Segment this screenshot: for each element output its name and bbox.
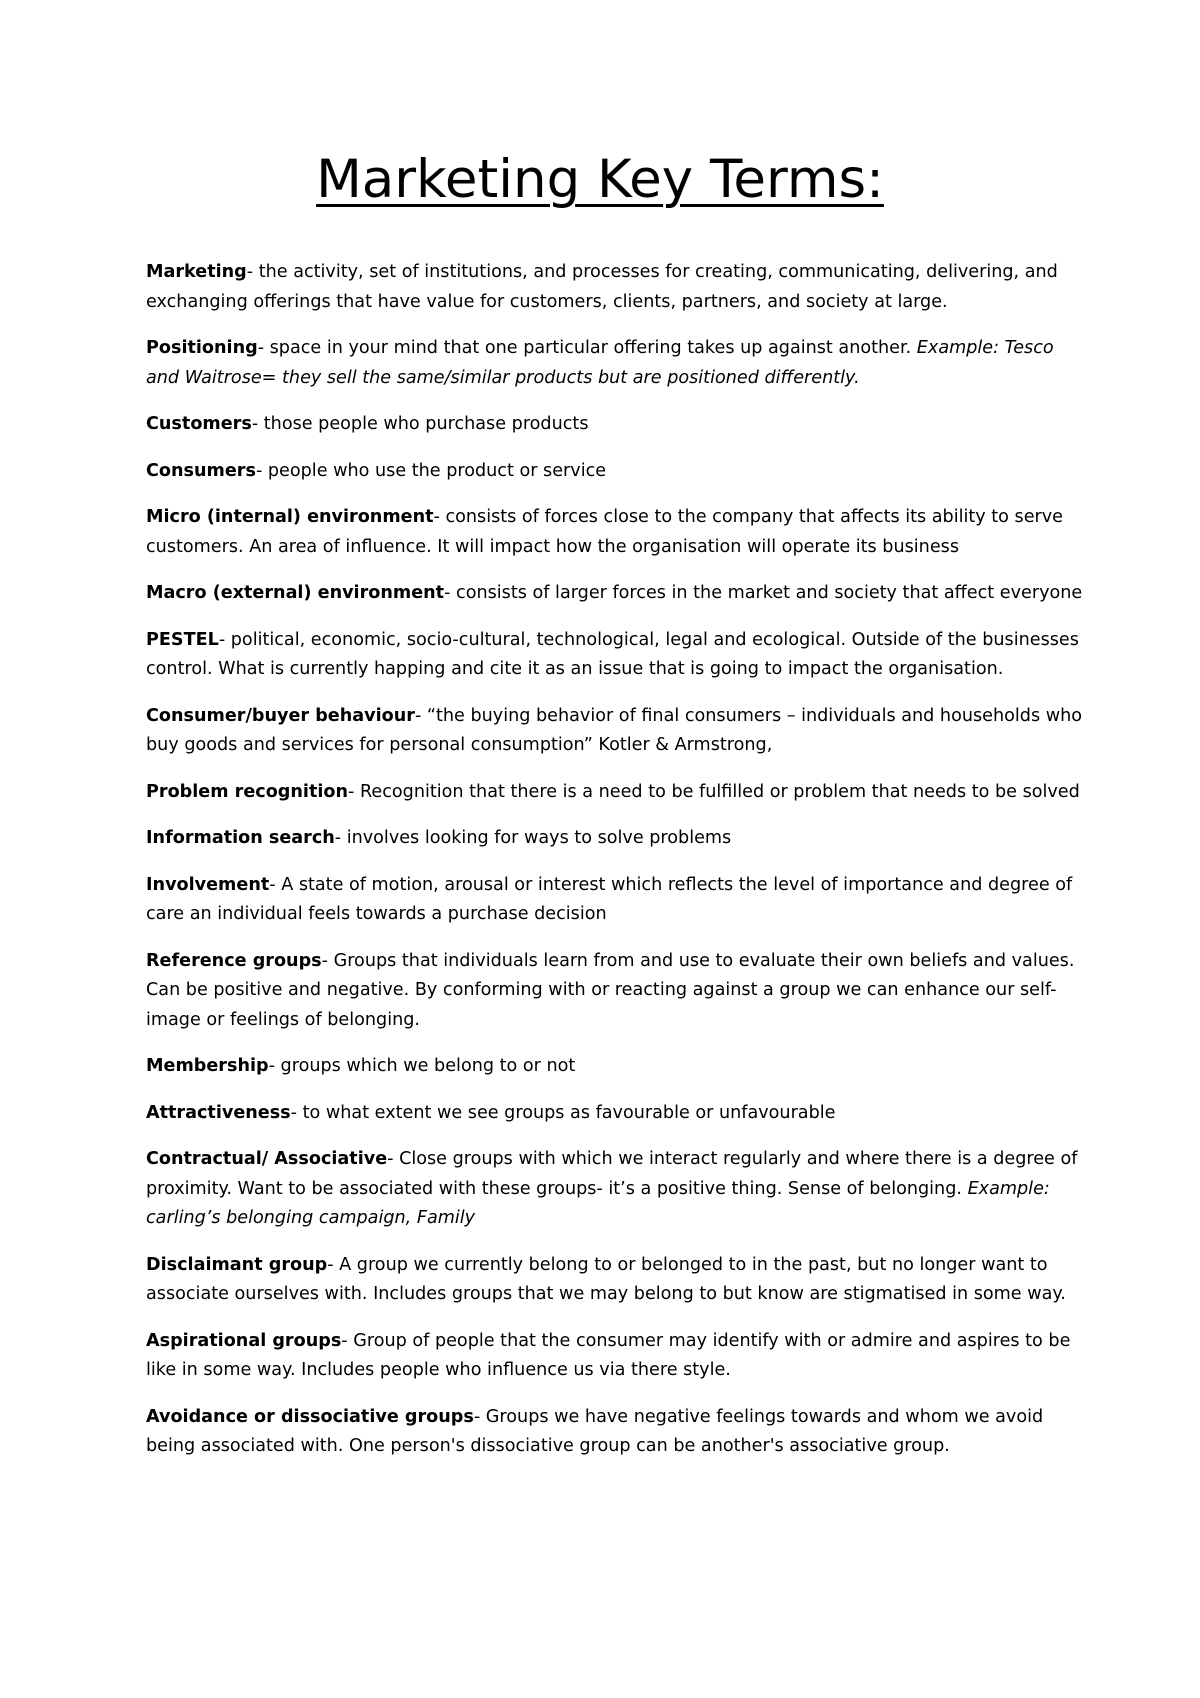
term-marketing [146, 258, 1086, 317]
term-disclaimant-group [146, 1251, 1086, 1310]
term-example: Example: Tesco and Waitrose= they sell the same/similar products but are positioned differently. [146, 338, 1054, 388]
term-aspirational-groups [146, 1327, 1086, 1386]
term-definition: - A state of motion, arousal or interest which reflects the level of importance and degree of care an individual feels towards a purchase decision [146, 874, 1073, 924]
term-macro-environment [146, 579, 1086, 609]
term-information-search [146, 824, 1086, 854]
term-definition: - “the buying behavior of final consumers – individuals and households who buy goods and services for personal consumption” Kotler & Armstrong, [146, 705, 1083, 755]
term-involvement [146, 871, 1086, 930]
term-definition: - consists of larger forces in the market and society that affect everyone [444, 583, 1083, 603]
term-name: Macro (external) environment [146, 583, 445, 603]
term-customers [146, 410, 1086, 440]
term-definition: - Groups that individuals learn from and use to evaluate their own beliefs and values. Can be positive and negative. By conforming with or reacting against a group we can enhance our self-image or feelings of belonging. [146, 950, 1075, 1030]
term-definition: - groups which we belong to or not [268, 1056, 576, 1076]
term-name: Aspirational groups [146, 1330, 342, 1351]
terms-list [146, 258, 1086, 1479]
term-pestel [146, 626, 1086, 685]
term-definition: - political, economic, socio-cultural, technological, legal and ecological. Outside of the businesses control. What is currently happing and cite it as an issue that is going to impact the organisation. [146, 629, 1079, 679]
term-name: Disclaimant group [146, 1254, 328, 1275]
term-definition: - people who use the product or service [255, 460, 607, 481]
term-contractual-associative [146, 1145, 1086, 1234]
term-problem-recognition [146, 778, 1086, 808]
term-avoidance-dissociative-groups [146, 1403, 1086, 1462]
term-name: Involvement [146, 874, 270, 895]
term-name: Attractiveness [146, 1102, 291, 1123]
term-micro-environment [146, 503, 1086, 562]
term-name: Consumers [146, 460, 256, 481]
term-name: Reference groups [146, 950, 322, 971]
term-definition: - A group we currently belong to or belonged to in the past, but no longer want to associate ourselves with. Includes groups that we may belong to but know are stigmatised in some way. [146, 1254, 1066, 1304]
term-name: Consumer/buyer behaviour [146, 705, 415, 726]
term-name: Avoidance or dissociative groups [146, 1406, 474, 1427]
term-definition: - Close groups with which we interact regularly and where there is a degree of proximity. Want to be associated with these groups- it’s a positive thing. Sense of belonging. [146, 1149, 1078, 1199]
term-name: PESTEL [146, 629, 219, 650]
term-positioning [146, 334, 1086, 393]
term-definition: - consists of forces close to the company that affects its ability to serve customers. An area of influence. It will impact how the organisation will operate its business [146, 507, 1063, 557]
term-membership [146, 1052, 1086, 1082]
term-name: Customers [146, 414, 252, 434]
term-name: Positioning [146, 338, 258, 358]
term-definition: - space in your mind that one particular offering takes up against another. [257, 338, 917, 358]
term-definition: - to what extent we see groups as favourable or unfavourable [290, 1102, 836, 1123]
term-name: Marketing [146, 262, 247, 282]
term-consumer-buyer-behaviour [146, 702, 1086, 761]
term-name: Membership [146, 1056, 269, 1076]
term-name: Micro (internal) environment [146, 507, 434, 527]
term-definition: - those people who purchase products [251, 414, 589, 434]
page-title-text: Marketing Key Terms: [316, 149, 884, 210]
term-name: Problem recognition [146, 781, 349, 802]
term-consumers [146, 457, 1086, 487]
term-definition: - the activity, set of institutions, and processes for creating, communicating, delivering, and exchanging offerings that have value for customers, clients, partners, and society at large. [146, 262, 1058, 312]
term-attractiveness [146, 1099, 1086, 1129]
term-name: Information search [146, 828, 335, 848]
page-title [0, 150, 1200, 210]
term-name: Contractual/ Associative [146, 1149, 388, 1169]
term-example: Example: carling’s belonging campaign, Family [146, 1178, 1050, 1228]
term-definition: - Group of people that the consumer may identify with or admire and aspires to be like in some way. Includes people who influence us via there style. [146, 1330, 1071, 1380]
term-definition: - Groups we have negative feelings towards and whom we avoid being associated with. One person's dissociative group can be another's associative group. [146, 1406, 1044, 1456]
term-reference-groups [146, 947, 1086, 1036]
term-definition: - involves looking for ways to solve problems [334, 828, 732, 848]
term-definition: - Recognition that there is a need to be fulfilled or problem that needs to be solved [348, 781, 1080, 802]
